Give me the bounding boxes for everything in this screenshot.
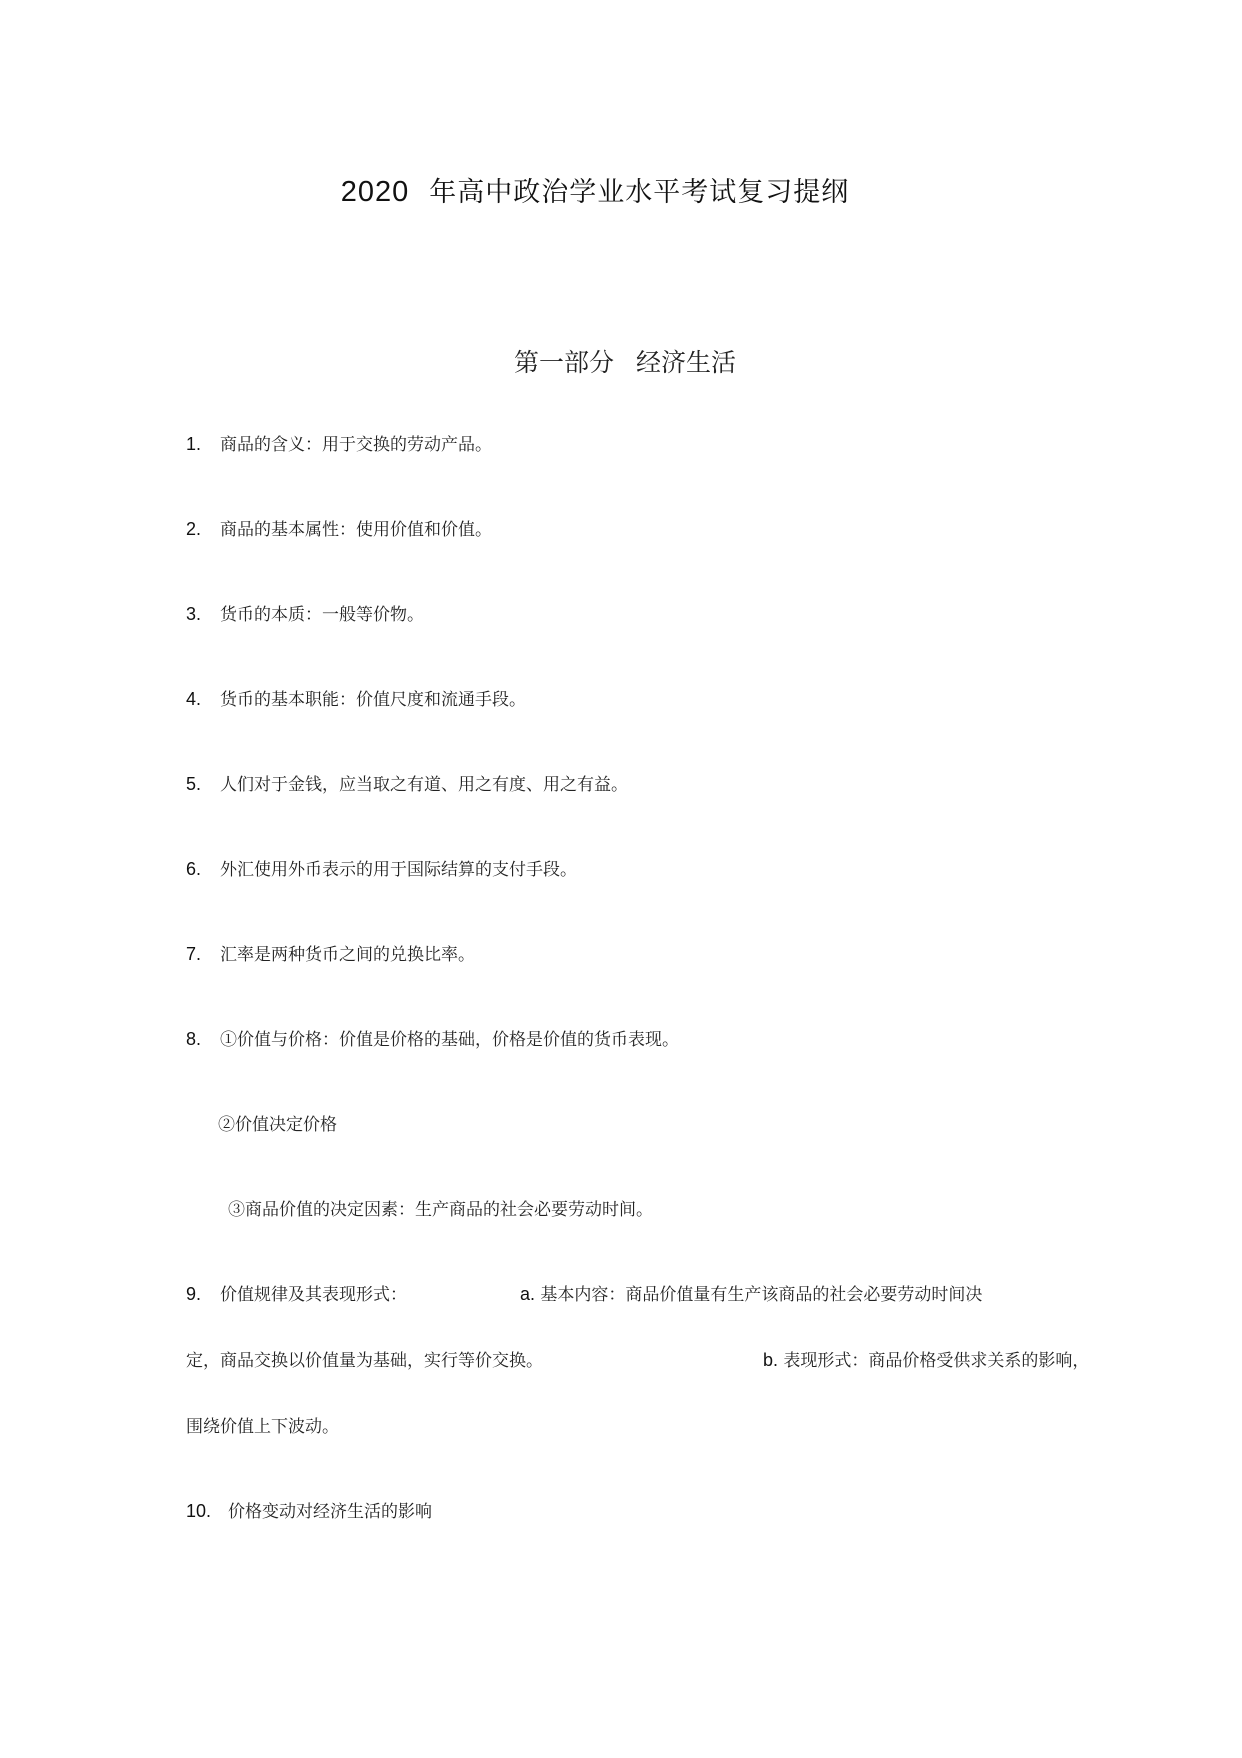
item-text: 汇率是两种货币之间的兑换比率。 [220, 945, 475, 965]
part-b-label: b. [763, 1350, 779, 1370]
title-year: 2020 [340, 176, 410, 208]
item-number: 8. [186, 1029, 202, 1049]
title-text: 年高中政治学业水平考试复习提纲 [429, 177, 850, 208]
item-heading: 价值规律及其表现形式： [220, 1285, 407, 1305]
section-heading [0, 343, 1242, 379]
document-title [0, 170, 1190, 209]
outline-item-8 [186, 1025, 679, 1050]
item-number: 5. [186, 774, 202, 794]
item-text: 外汇使用外币表示的用于国际结算的支付手段。 [220, 860, 577, 880]
item-9-part-b [763, 1346, 1089, 1371]
item-number: 3. [186, 604, 202, 624]
outline-item-5 [186, 770, 628, 795]
section-part: 第一部分 [513, 348, 614, 377]
item-number: 2. [186, 519, 202, 539]
item-text: 货币的基本职能：价值尺度和流通手段。 [220, 690, 526, 710]
item-number: 6. [186, 859, 202, 879]
item-number: 4. [186, 689, 202, 709]
outline-item-6 [186, 855, 577, 880]
outline-item-1 [186, 430, 492, 455]
item-9-part-a [520, 1280, 982, 1305]
item-text: 商品的含义：用于交换的劳动产品。 [220, 435, 492, 455]
item-text: ②价值决定价格 [218, 1115, 337, 1135]
part-a-text-cont: 定，商品交换以价值量为基础，实行等价交换。 [186, 1351, 543, 1371]
part-b-text: 表现形式：商品价格受供求关系的影响， [783, 1351, 1090, 1371]
item-9-heading-line [186, 1280, 407, 1305]
item-text: 人们对于金钱，应当取之有道、用之有度、用之有益。 [220, 775, 628, 795]
outline-item-2 [186, 515, 492, 540]
item-number: 9. [186, 1284, 202, 1304]
outline-item-4 [186, 685, 526, 710]
part-a-label: a. [520, 1284, 536, 1304]
item-number: 10. [186, 1501, 212, 1521]
item-text: 价格变动对经济生活的影响 [228, 1502, 432, 1522]
outline-item-7 [186, 940, 475, 965]
part-b-text-cont: 围绕价值上下波动。 [186, 1417, 339, 1437]
item-number: 7. [186, 944, 202, 964]
part-a-text: 基本内容：商品价值量有生产该商品的社会必要劳动时间决 [540, 1285, 983, 1305]
outline-item-10 [186, 1497, 432, 1522]
item-9-continuation-line [186, 1346, 543, 1371]
outline-item-3 [186, 600, 424, 625]
item-text: 货币的本质：一般等价物。 [220, 605, 424, 625]
outline-item-8-sub-3 [228, 1195, 653, 1220]
outline-item-8-sub-2 [218, 1110, 337, 1135]
item-9-final-line [186, 1412, 339, 1437]
item-text: ③商品价值的决定因素：生产商品的社会必要劳动时间。 [228, 1200, 653, 1220]
item-text: 商品的基本属性：使用价值和价值。 [220, 520, 492, 540]
section-name: 经济生活 [636, 348, 737, 377]
item-number: 1. [186, 434, 202, 454]
item-text: ①价值与价格：价值是价格的基础，价格是价值的货币表现。 [220, 1030, 679, 1050]
